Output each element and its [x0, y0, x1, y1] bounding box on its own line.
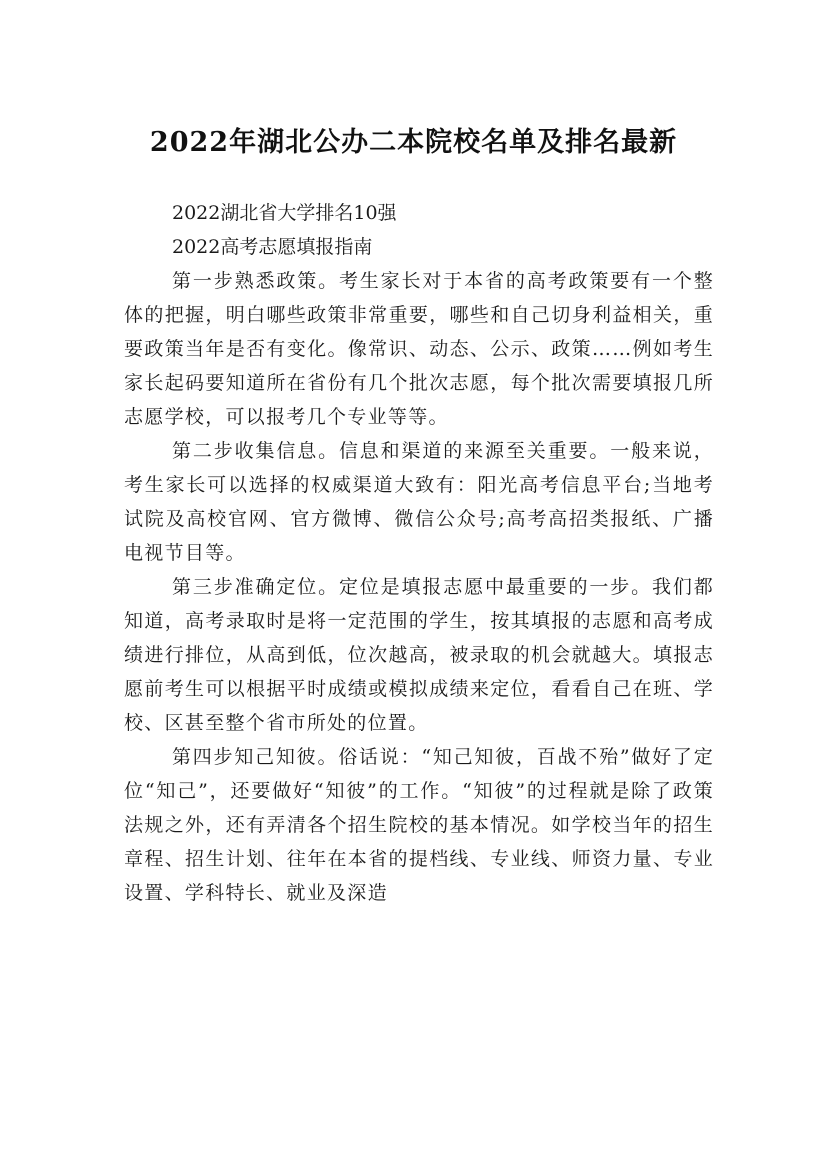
paragraph-step-2: 第二步收集信息。信息和渠道的来源至关重要。一般来说，考生家长可以选择的权威渠道大致有：阳光高考信息平台;当地考试院及高校官网、官方微博、微信公众号;高考高招类报纸、广播电视节目等。 [124, 440, 714, 564]
subheading-ranking: 2022湖北省大学排名10强 [172, 202, 397, 224]
paragraph-step-1: 第一步熟悉政策。考生家长对于本省的高考政策要有一个整体的把握，明白哪些政策非常重要，哪些和自己切身利益相关，重要政策当年是否有变化。像常识、动态、公示、政策……例如考生家长起码要知道所在省份有几个批次志愿，每个批次需要填报几所志愿学校，可以报考几个专业等等。 [124, 270, 714, 428]
subheading-guide: 2022高考志愿填报指南 [172, 236, 373, 258]
document-title: 2022年湖北公办二本院校名单及排名最新 [149, 127, 678, 159]
paragraph-step-3: 第三步准确定位。定位是填报志愿中最重要的一步。我们都知道，高考录取时是将一定范围的学生，按其填报的志愿和高考成绩进行排位，从高到低，位次越高，被录取的机会就越大。填报志愿前考生可以根据平时成绩或模拟成绩来定位，看看自己在班、学校、区甚至整个省市所处的位置。 [124, 576, 714, 734]
paragraph-step-4: 第四步知己知彼。俗话说：“知己知彼，百战不殆”做好了定位“知己”，还要做好“知彼”的工作。“知彼”的过程就是除了政策法规之外，还有弄清各个招生院校的基本情况。如学校当年的招生章程、招生计划、往年在本省的提档线、专业线、师资力量、专业设置、学科特长、就业及深造 [124, 746, 714, 904]
document-body [124, 196, 714, 910]
